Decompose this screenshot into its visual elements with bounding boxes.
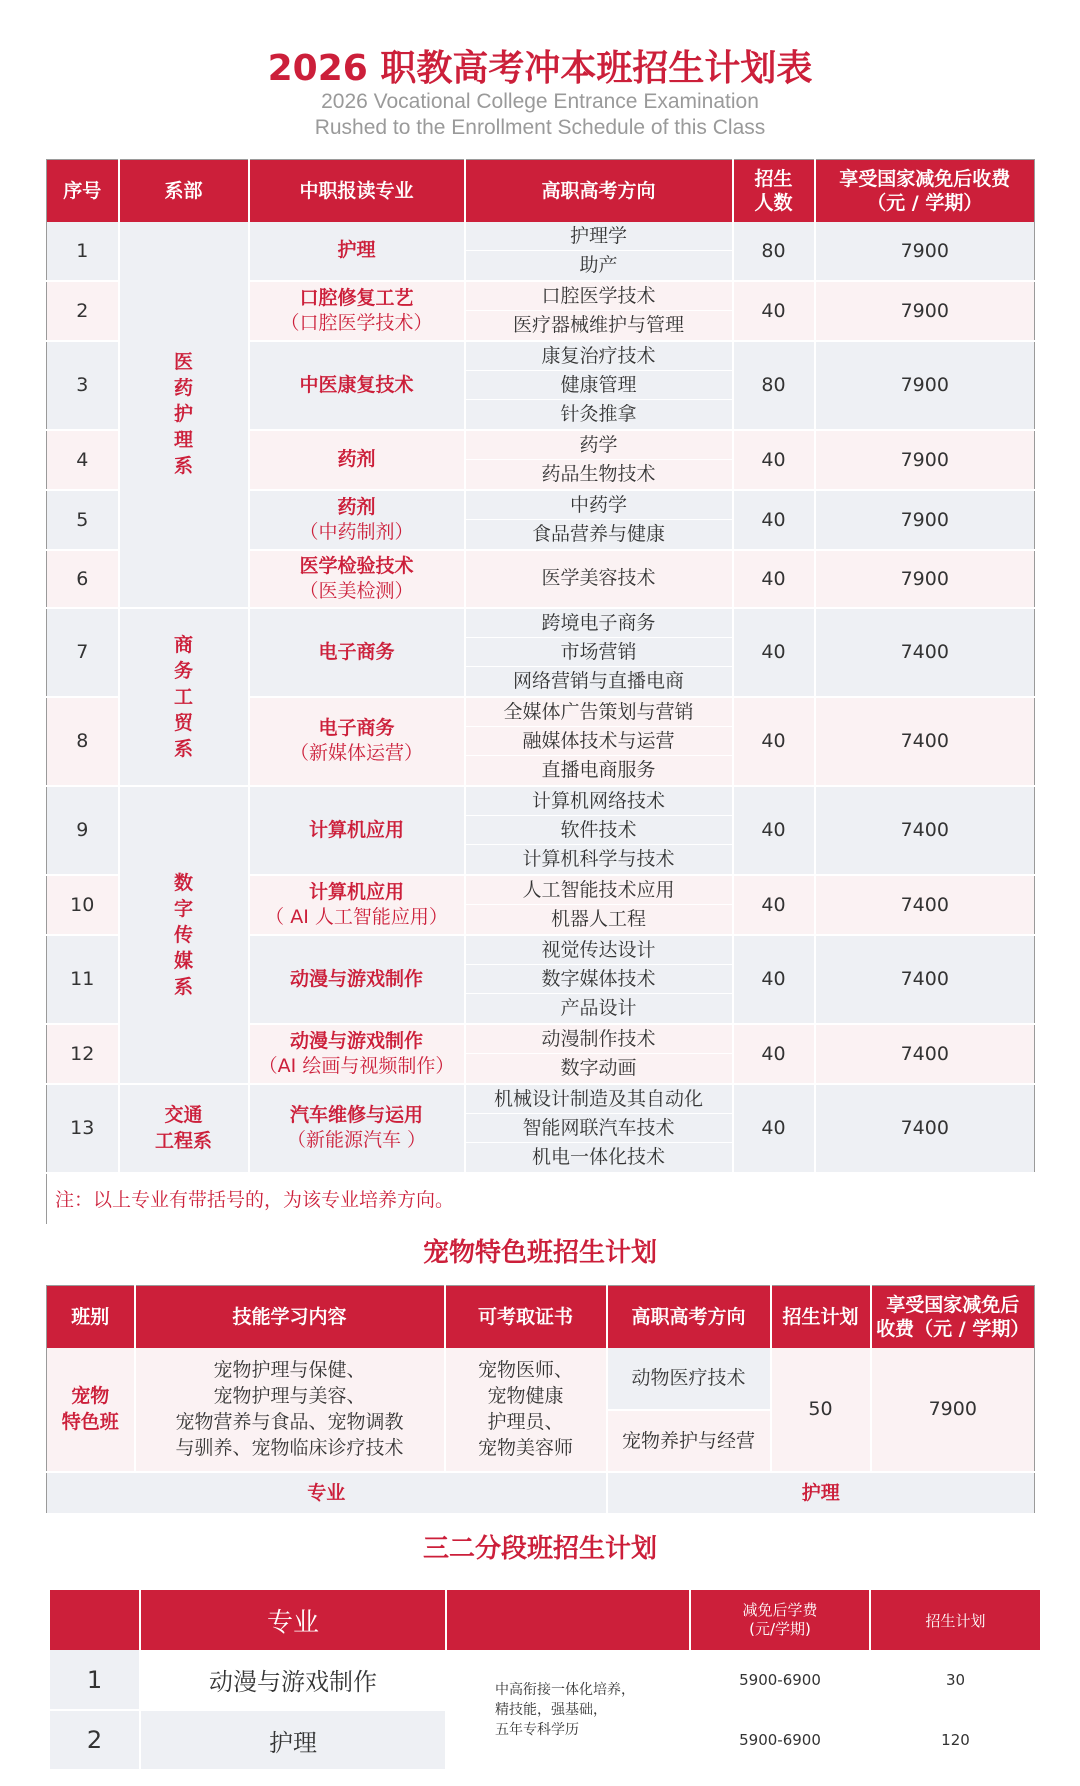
department-char: 系 (173, 975, 193, 998)
fee-per-term: 7900 (815, 281, 1035, 341)
sep-row-quota: 30 (870, 1650, 1040, 1710)
exam-directions (465, 1024, 733, 1084)
pet-header-certs: 可考取证书 (445, 1286, 607, 1348)
pet-cert-line: 宠物医师、 (477, 1359, 573, 1381)
header-direction: 高职高考方向 (465, 160, 733, 222)
department-char: 商 (173, 633, 193, 656)
direction-item: 康复治疗技术 (466, 342, 732, 371)
exam-directions (465, 875, 733, 935)
vocational-major (249, 1084, 465, 1173)
pet-skill-line: 宠物护理与美容、 (213, 1385, 366, 1407)
sep-header-quota: 招生计划 (870, 1590, 1040, 1650)
direction-item: 食品营养与健康 (531, 522, 665, 545)
enrollment-quota: 40 (733, 430, 815, 490)
row-number: 5 (47, 490, 119, 550)
direction-item: 数字媒体技术 (466, 965, 732, 994)
direction-item: 中药学 (466, 491, 732, 520)
direction-item: 计算机科学与技术 (522, 847, 675, 870)
vocational-major (249, 550, 465, 608)
vocational-major (249, 608, 465, 697)
header-no: 序号 (47, 160, 119, 222)
direction-item: 药品生物技术 (541, 462, 656, 485)
sep-row-major: 动漫与游戏制作 (140, 1650, 446, 1710)
pet-skill-line: 与驯养、宠物临床诊疗技术 (175, 1437, 404, 1459)
major-name: 药剂 (337, 495, 376, 518)
sep-desc-line: 精技能，强基础， (495, 1701, 607, 1718)
fee-per-term: 7900 (815, 341, 1035, 430)
page-subtitle-en-1: 2026 Vocational College Entrance Examination (321, 90, 759, 113)
row-number: 8 (47, 697, 119, 786)
major-name: 汽车维修与运用 (289, 1104, 423, 1126)
header-major: 中职报读专业 (249, 160, 465, 222)
department-name (119, 786, 249, 1084)
enrollment-quota: 40 (733, 875, 815, 935)
department-char: 工 (173, 685, 193, 708)
major-name: 药剂 (337, 448, 376, 470)
direction-item: 机械设计制造及其自动化 (466, 1085, 732, 1114)
direction-item: 数字动画 (560, 1056, 637, 1079)
direction-item: 全媒体广告策划与营销 (466, 698, 732, 727)
direction-item: 护理学 (466, 222, 732, 251)
direction-item: 机电一体化技术 (531, 1145, 665, 1168)
pet-header-fee (871, 1286, 1035, 1348)
sep-desc-line: 五年专科学历 (495, 1721, 579, 1738)
pet-header-skills: 技能学习内容 (135, 1286, 445, 1348)
pet-skills (135, 1348, 445, 1472)
vocational-major (249, 786, 465, 875)
department-char: 贸 (173, 711, 193, 734)
department-char: 护 (173, 403, 193, 425)
department-char: 字 (173, 897, 193, 920)
exam-directions (465, 550, 733, 608)
vocational-major (249, 875, 465, 935)
page-subtitle-en-2: Rushed to the Enrollment Schedule of this Class (314, 116, 766, 139)
sep-header-fee (690, 1590, 870, 1650)
pet-cert-line: 护理员、 (487, 1411, 564, 1433)
vocational-major (249, 341, 465, 430)
major-direction-note: （新能源汽车 ） (286, 1129, 427, 1151)
major-direction-note: （新媒体运营） (289, 742, 423, 764)
department-line: 交通 (164, 1104, 203, 1126)
exam-directions (465, 935, 733, 1024)
sep-row-no: 2 (50, 1710, 140, 1770)
major-name: 护理 (337, 239, 376, 261)
pet-direction-1: 动物医疗技术 (607, 1348, 771, 1410)
sep-desc-line: 中高衔接一体化培养， (495, 1681, 635, 1698)
direction-item: 健康管理 (466, 371, 732, 400)
vocational-major (249, 935, 465, 1024)
exam-directions (465, 608, 733, 697)
department-name (119, 1084, 249, 1173)
table-row (47, 1084, 1035, 1173)
sep-row-no: 1 (50, 1650, 140, 1710)
pet-quota: 50 (771, 1348, 871, 1472)
major-name: 计算机应用 (308, 880, 404, 903)
direction-item: 动漫制作技术 (466, 1025, 732, 1054)
direction-item: 针灸推拿 (560, 402, 637, 425)
sep-header-fee-line2: (元/学期) (749, 1620, 811, 1638)
pet-footer-right: 护理 (607, 1472, 1035, 1514)
sep-row-fee: 5900-6900 (690, 1650, 870, 1710)
table-row (47, 608, 1035, 697)
fee-per-term: 7400 (815, 935, 1035, 1024)
exam-directions (465, 786, 733, 875)
major-direction-note: （AI 绘画与视频制作） (258, 1054, 455, 1077)
pet-section-title: 宠物特色班招生计划 (422, 1238, 657, 1268)
sep-header-row (50, 1590, 1040, 1650)
pet-header-direction: 高职高考方向 (607, 1286, 771, 1348)
major-direction-note: （ AI 人工智能应用） (265, 905, 448, 928)
major-direction-note: （口腔医学技术） (280, 311, 433, 334)
pet-row (47, 1348, 1035, 1410)
row-number: 12 (47, 1024, 119, 1084)
header-fee-line1: 享受国家减免后收费 (839, 167, 1011, 190)
pet-class-table (46, 1285, 1035, 1515)
major-name: 动漫与游戏制作 (289, 967, 423, 990)
enrollment-quota: 40 (733, 935, 815, 1024)
table-row (47, 786, 1035, 875)
major-name: 电子商务 (318, 640, 395, 663)
row-number: 3 (47, 341, 119, 430)
header-fee (815, 160, 1035, 222)
pet-class-name (47, 1348, 135, 1472)
department-line: 工程系 (154, 1130, 212, 1152)
pet-cert-line: 宠物美容师 (477, 1437, 573, 1459)
table-row (50, 1650, 1040, 1710)
pet-skill-line: 宠物营养与食品、宠物调教 (175, 1411, 404, 1433)
pet-header-fee-line2: 收费（元 / 学期） (876, 1317, 1030, 1340)
direction-item: 跨境电子商务 (466, 609, 732, 638)
page-title: 2026 职教高考冲本班招生计划表 (267, 48, 813, 89)
enrollment-quota: 80 (733, 341, 815, 430)
fee-per-term: 7400 (815, 1024, 1035, 1084)
direction-item: 智能网联汽车技术 (466, 1114, 732, 1143)
enrollment-quota: 40 (733, 550, 815, 608)
vocational-major (249, 697, 465, 786)
enrollment-quota: 40 (733, 1084, 815, 1173)
header-quota-line2: 人数 (754, 191, 793, 214)
department-char: 媒 (173, 949, 193, 972)
direction-item: 视觉传达设计 (466, 936, 732, 965)
row-number: 4 (47, 430, 119, 490)
major-name: 动漫与游戏制作 (289, 1029, 423, 1052)
row-number: 13 (47, 1084, 119, 1173)
direction-item: 机器人工程 (550, 907, 646, 930)
row-number: 2 (47, 281, 119, 341)
fee-per-term: 7400 (815, 608, 1035, 697)
row-number: 10 (47, 875, 119, 935)
department-char: 系 (173, 737, 193, 760)
vocational-major (249, 430, 465, 490)
direction-item: 软件技术 (466, 816, 732, 845)
exam-directions (465, 697, 733, 786)
row-number: 7 (47, 608, 119, 697)
major-name: 医学检验技术 (299, 554, 414, 577)
sep-row-fee: 5900-6900 (690, 1710, 870, 1770)
direction-item: 医学美容技术 (541, 567, 656, 589)
vocational-major (249, 490, 465, 550)
enrollment-quota: 40 (733, 490, 815, 550)
exam-directions (465, 430, 733, 490)
sep-section-title: 三二分段班招生计划 (422, 1534, 657, 1564)
enrollment-plan-table (46, 159, 1036, 1226)
direction-item: 产品设计 (560, 996, 637, 1019)
sep-header-no (50, 1590, 140, 1650)
pet-header-fee-line1: 享受国家减免后 (886, 1293, 1020, 1316)
fee-per-term: 7400 (815, 875, 1035, 935)
pet-class-line1: 宠物 (71, 1385, 110, 1407)
major-name: 计算机应用 (308, 818, 404, 841)
sep-header-fee-line1: 减免后学费 (742, 1601, 818, 1619)
direction-item: 融媒体技术与运营 (466, 727, 732, 756)
enrollment-quota: 80 (733, 222, 815, 281)
exam-directions (465, 341, 733, 430)
exam-directions (465, 281, 733, 341)
direction-item: 口腔医学技术 (466, 282, 732, 311)
exam-directions (465, 490, 733, 550)
exam-directions (465, 222, 733, 281)
fee-per-term: 7400 (815, 1084, 1035, 1173)
direction-item: 计算机网络技术 (466, 787, 732, 816)
department-char: 传 (173, 923, 193, 946)
pet-header-quota: 招生计划 (771, 1286, 871, 1348)
pet-direction-2: 宠物养护与经营 (607, 1410, 771, 1472)
row-number: 6 (47, 550, 119, 608)
pet-class-line2: 特色班 (61, 1411, 119, 1433)
enrollment-quota: 40 (733, 786, 815, 875)
header-fee-line2: （元 / 学期） (867, 191, 983, 214)
direction-item: 药学 (466, 431, 732, 460)
department-char: 数 (173, 871, 193, 894)
table-row (47, 222, 1035, 281)
enrollment-quota: 40 (733, 697, 815, 786)
enrollment-quota: 40 (733, 281, 815, 341)
direction-item: 助产 (579, 253, 618, 276)
pet-skill-line: 宠物护理与保健、 (213, 1359, 366, 1381)
fee-per-term: 7400 (815, 697, 1035, 786)
direction-item: 市场营销 (466, 638, 732, 667)
sep-header-major: 专业 (140, 1590, 446, 1650)
exam-directions (465, 1084, 733, 1173)
sep-row-major: 护理 (140, 1710, 446, 1770)
major-direction-note: （中药制剂） (299, 520, 414, 543)
fee-per-term: 7900 (815, 430, 1035, 490)
department-char: 医 (173, 351, 193, 373)
header-quota (733, 160, 815, 222)
major-name: 口腔修复工艺 (299, 286, 414, 309)
direction-item: 人工智能技术应用 (466, 876, 732, 905)
vocational-major (249, 281, 465, 341)
pet-footer-row (47, 1472, 1035, 1514)
note-row (47, 1173, 1035, 1225)
pet-header-class: 班别 (47, 1286, 135, 1348)
department-char: 理 (173, 429, 193, 451)
header-quota-line1: 招生 (754, 167, 793, 190)
vocational-major (249, 1024, 465, 1084)
fee-per-term: 7900 (815, 550, 1035, 608)
pet-footer-left: 专业 (47, 1472, 607, 1514)
sep-header-desc (446, 1590, 690, 1650)
direction-item: 直播电商服务 (541, 758, 656, 781)
sep-row-quota: 120 (870, 1710, 1040, 1770)
pet-cert-line: 宠物健康 (487, 1385, 564, 1407)
major-name: 中医康复技术 (299, 373, 414, 396)
department-char: 药 (173, 377, 193, 399)
department-name (119, 608, 249, 786)
major-name: 电子商务 (318, 717, 395, 739)
enrollment-quota: 40 (733, 608, 815, 697)
header-dept: 系部 (119, 160, 249, 222)
fee-per-term: 7900 (815, 490, 1035, 550)
sep-desc (446, 1650, 690, 1770)
pet-certs (445, 1348, 607, 1472)
vocational-major (249, 222, 465, 281)
department-char: 系 (173, 455, 193, 477)
table-header-row (47, 160, 1035, 222)
direction-item: 医疗器械维护与管理 (512, 313, 684, 336)
sep-class-table (50, 1590, 1040, 1771)
pet-fee: 7900 (871, 1348, 1035, 1472)
major-direction-note: （医美检测） (299, 579, 414, 602)
enrollment-quota: 40 (733, 1024, 815, 1084)
table-note: 注：以上专业有带括号的，为该专业培养方向。 (47, 1173, 1035, 1225)
direction-item: 网络营销与直播电商 (512, 669, 684, 692)
fee-per-term: 7900 (815, 222, 1035, 281)
department-name (119, 222, 249, 608)
row-number: 1 (47, 222, 119, 281)
pet-header-row (47, 1286, 1035, 1348)
row-number: 9 (47, 786, 119, 875)
fee-per-term: 7400 (815, 786, 1035, 875)
department-char: 务 (173, 659, 193, 682)
row-number: 11 (47, 935, 119, 1024)
